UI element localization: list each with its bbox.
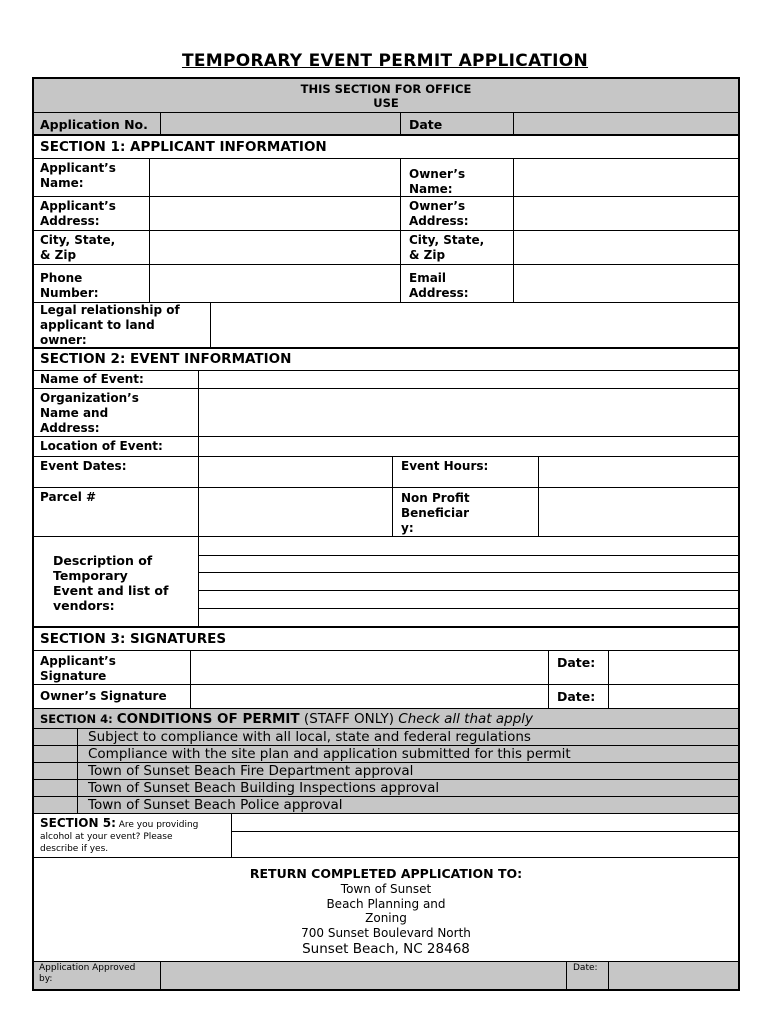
condition-row: Town of Sunset Beach Building Inspections approval xyxy=(34,780,738,797)
page-title: TEMPORARY EVENT PERMIT APPLICATION xyxy=(181,51,589,71)
condition-row: Subject to compliance with all local, state and federal regulations xyxy=(34,729,738,746)
return-address: Town of Sunset Beach Planning and Zoning 700 Sunset Boulevard North xyxy=(301,882,471,940)
phone-label: Phone Number: xyxy=(40,271,99,300)
applicant-city-label: City, State, & Zip xyxy=(40,233,116,262)
event-hours-field[interactable] xyxy=(538,457,738,487)
location-row xyxy=(34,437,738,457)
applicant-address-field[interactable] xyxy=(149,197,400,230)
office-date-field[interactable] xyxy=(513,113,738,134)
non-profit-field[interactable] xyxy=(538,488,738,536)
description-line xyxy=(199,555,738,556)
event-hours-label: Event Hours: xyxy=(401,459,489,473)
approved-by-field[interactable] xyxy=(160,962,566,989)
applicant-signature-field[interactable] xyxy=(190,651,548,684)
email-field[interactable] xyxy=(513,265,738,302)
owner-city-label-cell xyxy=(400,231,513,264)
condition-checkbox[interactable] xyxy=(34,763,78,779)
non-profit-label-cell xyxy=(392,488,538,536)
return-heading: RETURN COMPLETED APPLICATION TO: xyxy=(249,866,523,881)
city-row xyxy=(34,231,738,265)
section4-heading: SECTION 4: CONDITIONS OF PERMIT (STAFF ONLY) Check all that apply xyxy=(40,711,534,727)
approval-date-field[interactable] xyxy=(608,962,738,989)
event-dates-row xyxy=(34,457,738,488)
contact-row xyxy=(34,265,738,303)
applicant-city-field[interactable] xyxy=(149,231,400,264)
description-row xyxy=(34,537,738,628)
office-use-header xyxy=(34,79,738,113)
approval-date-label-cell: Date: xyxy=(566,962,608,989)
condition-row: Compliance with the site plan and application submitted for this permit xyxy=(34,746,738,763)
applicant-name-label: Applicant’s Name: xyxy=(40,161,116,190)
organization-row xyxy=(34,389,738,437)
email-label: Email Address: xyxy=(409,271,469,300)
parcel-label: Parcel # xyxy=(40,490,97,504)
section3-header: SECTION 3: SIGNATURES xyxy=(34,628,738,651)
parcel-field[interactable] xyxy=(198,488,392,536)
return-address-block xyxy=(34,858,738,962)
non-profit-label: Non Profit Beneficiar y: xyxy=(401,491,470,535)
location-field[interactable] xyxy=(198,437,738,456)
applicant-signature-label: Applicant’s Signature xyxy=(40,654,116,683)
owner-name-field[interactable] xyxy=(513,159,738,196)
section1-header: SECTION 1: APPLICANT INFORMATION xyxy=(34,136,738,159)
section5-answer-line xyxy=(232,831,738,832)
legal-relationship-row xyxy=(34,303,738,349)
condition-checkbox[interactable] xyxy=(34,780,78,796)
office-use-title: THIS SECTION FOR OFFICE USE xyxy=(300,82,472,110)
event-name-field[interactable] xyxy=(198,371,738,388)
event-dates-field[interactable] xyxy=(198,457,392,487)
owner-signature-date-field[interactable] xyxy=(608,685,738,708)
section4-header xyxy=(34,709,738,729)
email-label-cell xyxy=(400,265,513,302)
owner-signature-date-label-cell: Date: xyxy=(548,685,608,708)
approved-by-label: Application Approved by: xyxy=(39,963,136,984)
description-label: Description of Temporary Event and list of vendors: xyxy=(53,553,169,613)
condition-row: Town of Sunset Beach Fire Department approval xyxy=(34,763,738,780)
condition-checkbox[interactable] xyxy=(34,729,78,745)
approved-by-label-cell xyxy=(34,962,160,989)
phone-field[interactable] xyxy=(149,265,400,302)
applicant-signature-date-label-cell: Date: xyxy=(548,651,608,684)
section5-row xyxy=(34,814,738,858)
owner-address-label-cell xyxy=(400,197,513,230)
office-use-row xyxy=(34,113,738,136)
application-no-field[interactable] xyxy=(160,113,400,134)
owner-name-label: Owner’s Name: xyxy=(409,167,466,196)
location-label: Location of Event: xyxy=(40,439,163,453)
applicant-name-field[interactable] xyxy=(149,159,400,196)
office-date-label-cell: Date xyxy=(400,113,513,134)
event-dates-label: Event Dates: xyxy=(40,459,127,473)
section5-question: SECTION 5: Are you providing alcohol at your event? Please describe if yes. xyxy=(40,816,199,854)
address-row xyxy=(34,197,738,231)
condition-row: Town of Sunset Beach Police approval xyxy=(34,797,738,814)
owner-name-label-cell xyxy=(400,159,513,196)
organization-field[interactable] xyxy=(198,389,738,436)
owner-address-field[interactable] xyxy=(513,197,738,230)
owner-city-field[interactable] xyxy=(513,231,738,264)
owner-signature-label: Owner’s Signature xyxy=(40,689,167,703)
return-city: Sunset Beach, NC 28468 xyxy=(302,941,470,957)
description-field[interactable] xyxy=(198,537,738,626)
description-line xyxy=(199,572,738,573)
applicant-address-label: Applicant’s Address: xyxy=(40,199,116,228)
description-line xyxy=(199,608,738,609)
name-row xyxy=(34,159,738,197)
parcel-row xyxy=(34,488,738,537)
owner-address-label: Owner’s Address: xyxy=(409,199,469,228)
condition-checkbox[interactable] xyxy=(34,746,78,762)
event-name-row xyxy=(34,371,738,389)
permit-form xyxy=(32,77,740,991)
legal-relationship-field[interactable] xyxy=(210,303,738,347)
event-hours-label-cell xyxy=(392,457,538,487)
owner-signature-field[interactable] xyxy=(190,685,548,708)
organization-label: Organization’s Name and Address: xyxy=(40,391,139,435)
applicant-signature-row xyxy=(34,651,738,685)
section2-header: SECTION 2: EVENT INFORMATION xyxy=(34,349,738,371)
approval-row xyxy=(34,962,738,989)
application-no-label-cell: Application No. xyxy=(34,113,160,134)
section5-answer-field[interactable] xyxy=(231,814,738,857)
owner-city-label: City, State, & Zip xyxy=(409,233,485,262)
legal-relationship-label: Legal relationship of applicant to land owner: xyxy=(40,303,180,347)
applicant-signature-date-field[interactable] xyxy=(608,651,738,684)
owner-signature-row xyxy=(34,685,738,709)
condition-checkbox[interactable] xyxy=(34,797,78,813)
description-line xyxy=(199,590,738,591)
event-name-label: Name of Event: xyxy=(40,372,144,386)
